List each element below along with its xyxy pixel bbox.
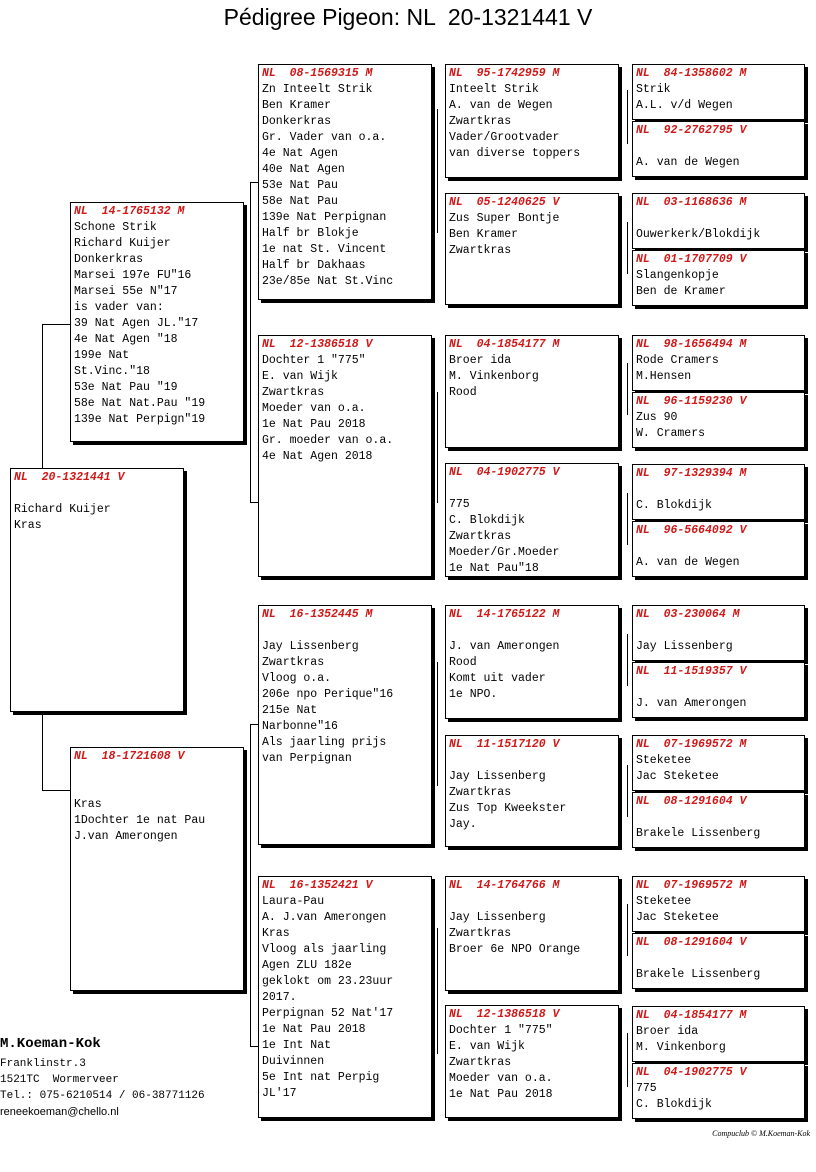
connector [627, 222, 628, 274]
ring-number: NL 03-1168636 M [636, 196, 747, 209]
connector [437, 109, 438, 233]
connector [627, 634, 628, 686]
pigeon-info-line: is vader van: [74, 301, 164, 314]
pigeon-card-mmm [445, 1005, 619, 1118]
ring-number: NL 08-1291604 V [636, 795, 747, 808]
pigeon-card-mmff [632, 876, 805, 932]
pigeon-info-line: A.L. v/d Wegen [636, 99, 733, 112]
pigeon-info-line: 2017. [262, 991, 297, 1004]
ring-number: NL 98-1656494 M [636, 338, 747, 351]
pigeon-info-line: Jay. [449, 818, 477, 831]
pigeon-card-mff [445, 605, 619, 719]
pigeon-card-mffm [632, 662, 805, 718]
connector [42, 324, 70, 325]
pigeon-info-line: 775 [449, 498, 470, 511]
pigeon-info-line: Ouwerkerk/Blokdijk [636, 228, 761, 241]
pigeon-info-line: Zus Super Bontje [449, 212, 560, 225]
connector [250, 724, 251, 1046]
pigeon-info-line: 206e npo Perique"16 [262, 688, 394, 701]
pigeon-card-mf [258, 605, 432, 845]
ring-number: NL 20-1321441 V [14, 471, 125, 484]
pigeon-info-line: A. van de Wegen [636, 156, 740, 169]
pigeon-info-line: 139e Nat Perpign"19 [74, 413, 206, 426]
ring-number: NL 16-1352445 M [262, 608, 373, 621]
pigeon-info-line: Half br Dakhaas [262, 259, 366, 272]
ring-number: NL 03-230064 M [636, 608, 740, 621]
pigeon-card-fmmf [632, 464, 805, 520]
pigeon-info-line: 1e Nat Pau 2018 [262, 418, 366, 431]
pigeon-info-line: Half br Blokje [262, 227, 359, 240]
pigeon-info-line: geklokt om 23.23uur [262, 975, 394, 988]
blank-line [636, 539, 804, 555]
pigeon-info-line: Laura-Pau [262, 895, 325, 908]
pigeon-card-father [70, 202, 244, 442]
pigeon-info-line: 23e/85e Nat St.Vinc [262, 275, 394, 288]
ring-number: NL 11-1517120 V [449, 738, 560, 751]
pigeon-card-mfm [445, 735, 619, 847]
pigeon-info-line: Zwartkras [262, 386, 325, 399]
pigeon-card-ffm [445, 193, 619, 305]
pigeon-card-ffff [632, 64, 805, 120]
pigeon-info-line: Richard Kuijer [14, 503, 111, 516]
pigeon-info-line: 58e Nat Nat.Pau "19 [74, 397, 206, 410]
pigeon-info-line: Agen ZLU 182e [262, 959, 352, 972]
pigeon-info-line: Steketee [636, 895, 692, 908]
pigeon-info-line: Dochter 1 "775" [449, 1024, 553, 1037]
pigeon-info-line: 53e Nat Pau "19 [74, 381, 178, 394]
pigeon-info-line: Broer ida [449, 354, 512, 367]
pigeon-info-line: Moeder/Gr.Moeder [449, 546, 560, 559]
pigeon-info-line: Donkerkras [262, 115, 332, 128]
pigeon-info-line: Duivinnen [262, 1055, 325, 1068]
pigeon-info-line: Narbonne"16 [262, 720, 338, 733]
ring-number: NL 07-1969572 M [636, 879, 747, 892]
pigeon-info-line: Jay Lissenberg [636, 640, 733, 653]
pigeon-card-mmmm [632, 1063, 805, 1119]
ring-number: NL 96-5664092 V [636, 524, 747, 537]
ring-number: NL 01-1707709 V [636, 253, 747, 266]
pigeon-card-fmmm [632, 521, 805, 577]
pigeon-info-line: Marsei 197e FU"16 [74, 269, 192, 282]
connector [42, 324, 43, 468]
pigeon-card-ffmm [632, 250, 805, 306]
pigeon-info-line: van diverse toppers [449, 147, 581, 160]
ring-number: NL 12-1386518 V [449, 1008, 560, 1021]
blank-line [636, 482, 804, 498]
owner-address: Franklinstr.3 [0, 1058, 86, 1070]
connector [250, 182, 258, 183]
pigeon-info-line: Zwartkras [449, 530, 512, 543]
pigeon-card-fmm [445, 463, 619, 577]
blank-line [262, 623, 431, 639]
pigeon-info-line: Steketee [636, 754, 692, 767]
pigeon-info-line: Jac Steketee [636, 770, 719, 783]
ring-number: NL 04-1902775 V [636, 1066, 747, 1079]
pigeon-info-line: Zwartkras [449, 244, 512, 257]
pigeon-card-fmfm [632, 392, 805, 448]
pigeon-info-line: 58e Nat Pau [262, 195, 338, 208]
ring-number: NL 14-1765132 M [74, 205, 185, 218]
pigeon-info-line: Marsei 55e N"17 [74, 285, 178, 298]
blank-line [636, 810, 804, 826]
pigeon-info-line: Slangenkopje [636, 269, 719, 282]
pigeon-info-line: Komt uit vader [449, 672, 546, 685]
page-title: Pédigree Pigeon: NL 20-1321441 V [223, 4, 593, 30]
pigeon-info-line: 4e Nat Agen "18 [74, 333, 178, 346]
ring-number: NL 92-2762795 V [636, 124, 747, 137]
pigeon-info-line: Inteelt Strik [449, 83, 539, 96]
pigeon-card-fff [445, 64, 619, 178]
pigeon-info-line: Vader/Grootvader [449, 131, 560, 144]
pigeon-info-line: 39 Nat Agen JL."17 [74, 317, 199, 330]
connector [250, 724, 258, 725]
pigeon-info-line: C. Blokdijk [636, 499, 712, 512]
blank-line [636, 623, 804, 639]
ring-number: NL 96-1159230 V [636, 395, 747, 408]
ring-number: NL 14-1764766 M [449, 879, 560, 892]
connector [627, 765, 628, 817]
pigeon-info-line: 1e NPO. [449, 688, 498, 701]
footer-credit: Compuclub © M.Koeman-Kok [712, 1129, 810, 1138]
connector [627, 1033, 628, 1087]
pigeon-info-line: Jay Lissenberg [449, 770, 546, 783]
pigeon-info-line: E. van Wijk [449, 1040, 525, 1053]
pigeon-info-line: Moeder van o.a. [262, 402, 366, 415]
blank-line [636, 951, 804, 967]
pigeon-info-line: Zus 90 [636, 411, 678, 424]
pigeon-info-line: Kras [262, 927, 290, 940]
pigeon-info-line: C. Blokdijk [449, 514, 525, 527]
connector [42, 712, 43, 790]
pigeon-card-fmf [445, 335, 619, 448]
pigeon-card-ffmf [632, 193, 805, 249]
ring-number: NL 12-1386518 V [262, 338, 373, 351]
pigeon-info-line: Zwartkras [449, 927, 512, 940]
pigeon-info-line: Kras [74, 798, 102, 811]
pigeon-card-mfff [632, 605, 805, 661]
ring-number: NL 16-1352421 V [262, 879, 373, 892]
pigeon-info-line: Brakele Lissenberg [636, 827, 761, 840]
ring-number: NL 07-1969572 M [636, 738, 747, 751]
pigeon-info-line: Vloog als jaarling [262, 943, 387, 956]
pigeon-info-line: E. van Wijk [262, 370, 338, 383]
pigeon-info-line: JL'17 [262, 1087, 297, 1100]
pigeon-card-mfmm [632, 792, 805, 848]
pigeon-info-line: Zwartkras [449, 786, 512, 799]
blank-line [636, 680, 804, 696]
pigeon-info-line: 4e Nat Agen [262, 147, 338, 160]
ring-number: NL 04-1854177 M [449, 338, 560, 351]
ring-number: NL 05-1240625 V [449, 196, 560, 209]
pigeon-info-line: 1e Nat Pau 2018 [449, 1088, 553, 1101]
pigeon-card-subject [10, 468, 184, 712]
ring-number: NL 04-1854177 M [636, 1009, 747, 1022]
pigeon-info-line: 1e Nat Pau 2018 [262, 1023, 366, 1036]
ring-number: NL 97-1329394 M [636, 467, 747, 480]
pigeon-card-mfmf [632, 735, 805, 791]
blank-line [449, 753, 618, 769]
pigeon-info-line: W. Cramers [636, 427, 706, 440]
pigeon-info-line: Broer ida [636, 1025, 699, 1038]
ring-number: NL 18-1721608 V [74, 750, 185, 763]
pigeon-card-mm [258, 876, 432, 1118]
pigeon-info-line: Rode Cramers [636, 354, 719, 367]
pigeon-info-line: C. Blokdijk [636, 1098, 712, 1111]
pigeon-info-line: J.van Amerongen [74, 830, 178, 843]
connector [627, 90, 628, 144]
pigeon-info-line: Zwartkras [449, 115, 512, 128]
pigeon-info-line: Perpignan 52 Nat'17 [262, 1007, 394, 1020]
pigeon-info-line: Dochter 1 "775" [262, 354, 366, 367]
connector [42, 790, 70, 791]
pigeon-info-line: 1Dochter 1e nat Pau [74, 814, 206, 827]
pigeon-info-line: Rood [449, 386, 477, 399]
pigeon-info-line: M. Vinkenborg [449, 370, 539, 383]
pigeon-info-line: van Perpignan [262, 752, 352, 765]
pigeon-info-line: A. van de Wegen [449, 99, 553, 112]
pigeon-info-line: Ben de Kramer [636, 285, 726, 298]
pigeon-info-line: 215e Nat [262, 704, 318, 717]
pigeon-info-line: St.Vinc."18 [74, 365, 150, 378]
connector [250, 1046, 258, 1047]
pigeon-info-line: 4e Nat Agen 2018 [262, 450, 373, 463]
pigeon-info-line: Jay Lissenberg [449, 911, 546, 924]
pigeon-info-line: 1e Nat Pau"18 [449, 562, 539, 575]
pigeon-info-line: Als jaarling prijs [262, 736, 387, 749]
owner-name: M.Koeman-Kok [0, 1036, 101, 1052]
connector [250, 502, 258, 503]
blank-line [74, 781, 243, 797]
pigeon-info-line: Ben Kramer [449, 228, 519, 241]
pigeon-info-line: 53e Nat Pau [262, 179, 338, 192]
connector [627, 904, 628, 956]
pigeon-card-fffm [632, 121, 805, 177]
pigeon-info-line: J. van Amerongen [636, 697, 747, 710]
pigeon-info-line: Jac Steketee [636, 911, 719, 924]
blank-line [74, 765, 243, 781]
pigeon-info-line: Donkerkras [74, 253, 144, 266]
pigeon-info-line: 139e Nat Perpignan [262, 211, 387, 224]
pigeon-info-line: J. van Amerongen [449, 640, 560, 653]
ring-number: NL 04-1902775 V [449, 466, 560, 479]
pigeon-card-fm [258, 335, 432, 577]
pigeon-card-fmff [632, 335, 805, 391]
pigeon-info-line: 199e Nat [74, 349, 130, 362]
connector [437, 392, 438, 503]
pigeon-info-line: M. Vinkenborg [636, 1041, 726, 1054]
pigeon-card-mmfm [632, 933, 805, 989]
pigeon-info-line: M.Hensen [636, 370, 692, 383]
connector [437, 928, 438, 1054]
pigeon-info-line: Strik [636, 83, 671, 96]
pigeon-info-line: 1e nat St. Vincent [262, 243, 387, 256]
pigeon-info-line: 775 [636, 1082, 657, 1095]
pigeon-info-line: Jay Lissenberg [262, 640, 359, 653]
pigeon-card-mmmf [632, 1006, 805, 1062]
pigeon-info-line: Vloog o.a. [262, 672, 332, 685]
ring-number: NL 95-1742959 M [449, 67, 560, 80]
owner-city: 1521TC Wormerveer [0, 1074, 119, 1086]
owner-phone: Tel.: 075-6210514 / 06-38771126 [0, 1090, 205, 1102]
connector [627, 493, 628, 545]
pigeon-card-mother [70, 747, 244, 991]
pigeon-info-line: Ben Kramer [262, 99, 332, 112]
pigeon-info-line: Gr. moeder van o.a. [262, 434, 394, 447]
pigeon-info-line: 40e Nat Agen [262, 163, 345, 176]
pigeon-info-line: 5e Int nat Perpig [262, 1071, 380, 1084]
ring-number: NL 11-1519357 V [636, 665, 747, 678]
ring-number: NL 14-1765122 M [449, 608, 560, 621]
pigeon-info-line: Richard Kuijer [74, 237, 171, 250]
owner-info [0, 1036, 205, 1120]
blank-line [449, 623, 618, 639]
blank-line [14, 486, 183, 502]
ring-number: NL 84-1358602 M [636, 67, 747, 80]
connector [437, 662, 438, 786]
blank-line [449, 894, 618, 910]
pigeon-card-ff [258, 64, 432, 300]
pigeon-info-line: Moeder van o.a. [449, 1072, 553, 1085]
blank-line [636, 139, 804, 155]
pigeon-info-line: A. J.van Amerongen [262, 911, 387, 924]
owner-email: reneekoeman@chello.nl [0, 1106, 119, 1118]
ring-number: NL 08-1569315 M [262, 67, 373, 80]
pigeon-info-line: Schone Strik [74, 221, 157, 234]
pigeon-info-line: Zwartkras [449, 1056, 512, 1069]
ring-number: NL 08-1291604 V [636, 936, 747, 949]
pigeon-card-mmf [445, 876, 619, 991]
pigeon-info-line: Zn Inteelt Strik [262, 83, 373, 96]
pigeon-info-line: Broer 6e NPO Orange [449, 943, 581, 956]
pigeon-info-line: Brakele Lissenberg [636, 968, 761, 981]
connector [627, 363, 628, 415]
connector [250, 182, 251, 502]
pigeon-info-line: 1e Int Nat [262, 1039, 332, 1052]
pigeon-info-line: Rood [449, 656, 477, 669]
pigeon-info-line: Zus Top Kweekster [449, 802, 567, 815]
pigeon-info-line: Zwartkras [262, 656, 325, 669]
blank-line [449, 481, 618, 497]
blank-line [636, 211, 804, 227]
pigeon-info-line: Gr. Vader van o.a. [262, 131, 387, 144]
pigeon-info-line: A. van de Wegen [636, 556, 740, 569]
pigeon-info-line: Kras [14, 519, 42, 532]
